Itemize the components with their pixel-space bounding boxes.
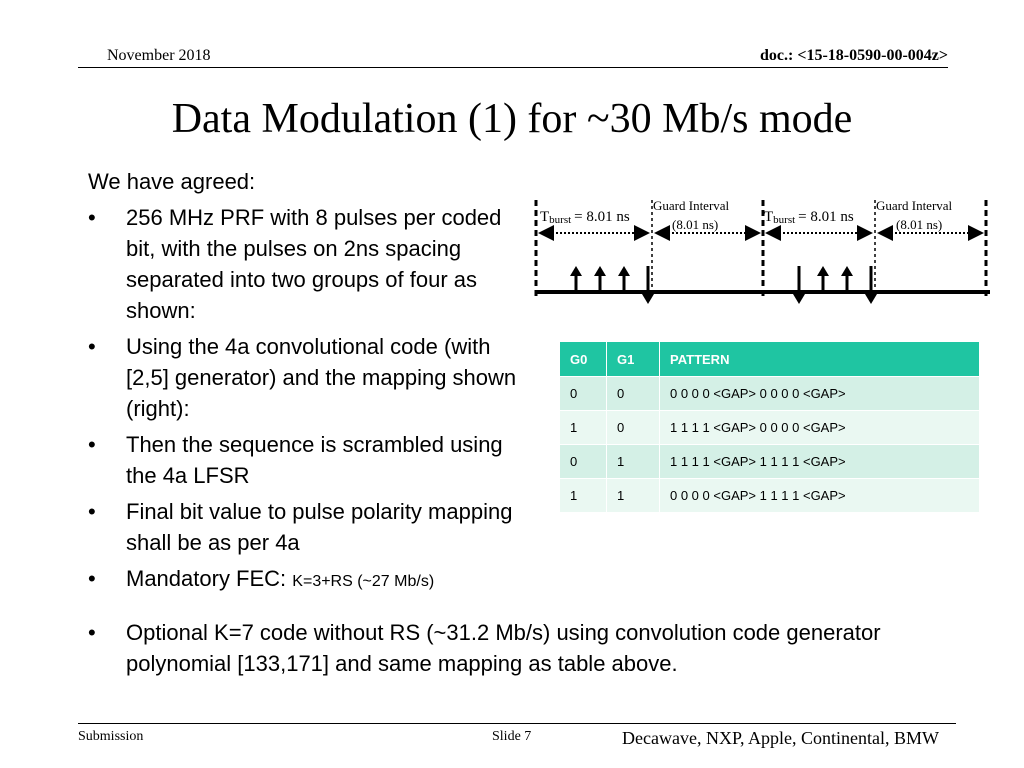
bullet-polarity <box>88 496 528 558</box>
pulse-arrow-up <box>841 266 853 292</box>
footer-submission: Submission <box>78 729 144 744</box>
bullet-fec <box>88 563 528 597</box>
guard-interval-value-1: (8.01 ns) <box>672 217 719 232</box>
cell-g1: 0 <box>607 377 660 411</box>
bullet-marker: • <box>88 566 96 591</box>
bullet-text: Mandatory FEC: <box>126 566 287 591</box>
header-date: November 2018 <box>107 47 211 64</box>
header-divider <box>78 67 948 68</box>
guard-interval-label-2: Guard Interval <box>876 198 953 213</box>
mapping-table <box>560 342 980 512</box>
intro-text: We have agreed: <box>88 169 256 194</box>
cell-g0: 0 <box>560 377 607 411</box>
cell-pattern: 0 0 0 0 <GAP> 1 1 1 1 <GAP> <box>660 479 980 513</box>
bullet-prf <box>88 202 528 326</box>
table-row <box>560 445 980 479</box>
cell-g0: 1 <box>560 479 607 513</box>
header-pattern: PATTERN <box>660 342 980 377</box>
table-row <box>560 411 980 445</box>
pulse-arrows <box>570 266 877 304</box>
cell-g0: 1 <box>560 411 607 445</box>
footer-slide-number: Slide 7 <box>492 729 532 744</box>
pulse-arrow-up <box>570 266 582 292</box>
pulse-timing-diagram <box>528 192 1006 304</box>
cell-g0: 0 <box>560 445 607 479</box>
bullet-scrambled <box>88 429 528 491</box>
guard-interval-label-1: Guard Interval <box>653 198 730 213</box>
cell-pattern: 1 1 1 1 <GAP> 1 1 1 1 <GAP> <box>660 445 980 479</box>
table-row <box>560 479 980 513</box>
cell-g1: 0 <box>607 411 660 445</box>
pulse-arrow-down <box>793 266 805 304</box>
footer-divider <box>78 723 956 724</box>
optional-bullet <box>88 617 948 679</box>
tburst-label-2: Tburst = 8.01 ns <box>764 209 854 226</box>
optional-text: Optional K=7 code without RS (~31.2 Mb/s) using convolution code generator polynomial [133,171] and same mapping as table above. <box>126 620 881 676</box>
bullet-text: Final bit value to pulse polarity mapping shall be as per 4a <box>126 499 513 555</box>
pulse-arrow-up <box>817 266 829 292</box>
bullet-text: Then the sequence is scrambled using the 4a LFSR <box>126 432 503 488</box>
bullet-marker: • <box>88 620 96 645</box>
bullet-text: Using the 4a convolutional code (with [2,5] generator) and the mapping shown (right): <box>126 334 517 421</box>
bullet-marker: • <box>88 205 96 230</box>
header-g0: G0 <box>560 342 607 377</box>
cell-pattern: 0 0 0 0 <GAP> 0 0 0 0 <GAP> <box>660 377 980 411</box>
slide-title: Data Modulation (1) for ~30 Mb/s mode <box>171 96 853 142</box>
bullet-list <box>88 202 528 597</box>
footer-authors: Decawave, NXP, Apple, Continental, BMW <box>622 728 939 748</box>
body-text <box>88 166 528 597</box>
pulse-arrow-up <box>594 266 606 292</box>
bullet-conv-code <box>88 331 528 424</box>
bullet-marker: • <box>88 432 96 457</box>
bullet-fec-detail: K=3+RS (~27 Mb/s) <box>292 573 435 590</box>
bullet-marker: • <box>88 499 96 524</box>
header-g1: G1 <box>607 342 660 377</box>
cell-pattern: 1 1 1 1 <GAP> 0 0 0 0 <GAP> <box>660 411 980 445</box>
tburst-label-1: Tburst = 8.01 ns <box>540 209 630 226</box>
table-header-row <box>560 342 980 377</box>
cell-g1: 1 <box>607 479 660 513</box>
table-row <box>560 377 980 411</box>
bullet-marker: • <box>88 334 96 359</box>
cell-g1: 1 <box>607 445 660 479</box>
header-doc-id: doc.: <15-18-0590-00-004z> <box>760 47 948 64</box>
pulse-arrow-up <box>618 266 630 292</box>
guard-interval-value-2: (8.01 ns) <box>896 217 943 232</box>
bullet-text: 256 MHz PRF with 8 pulses per coded bit, with the pulses on 2ns spacing separated into two groups of four as shown: <box>126 205 502 323</box>
